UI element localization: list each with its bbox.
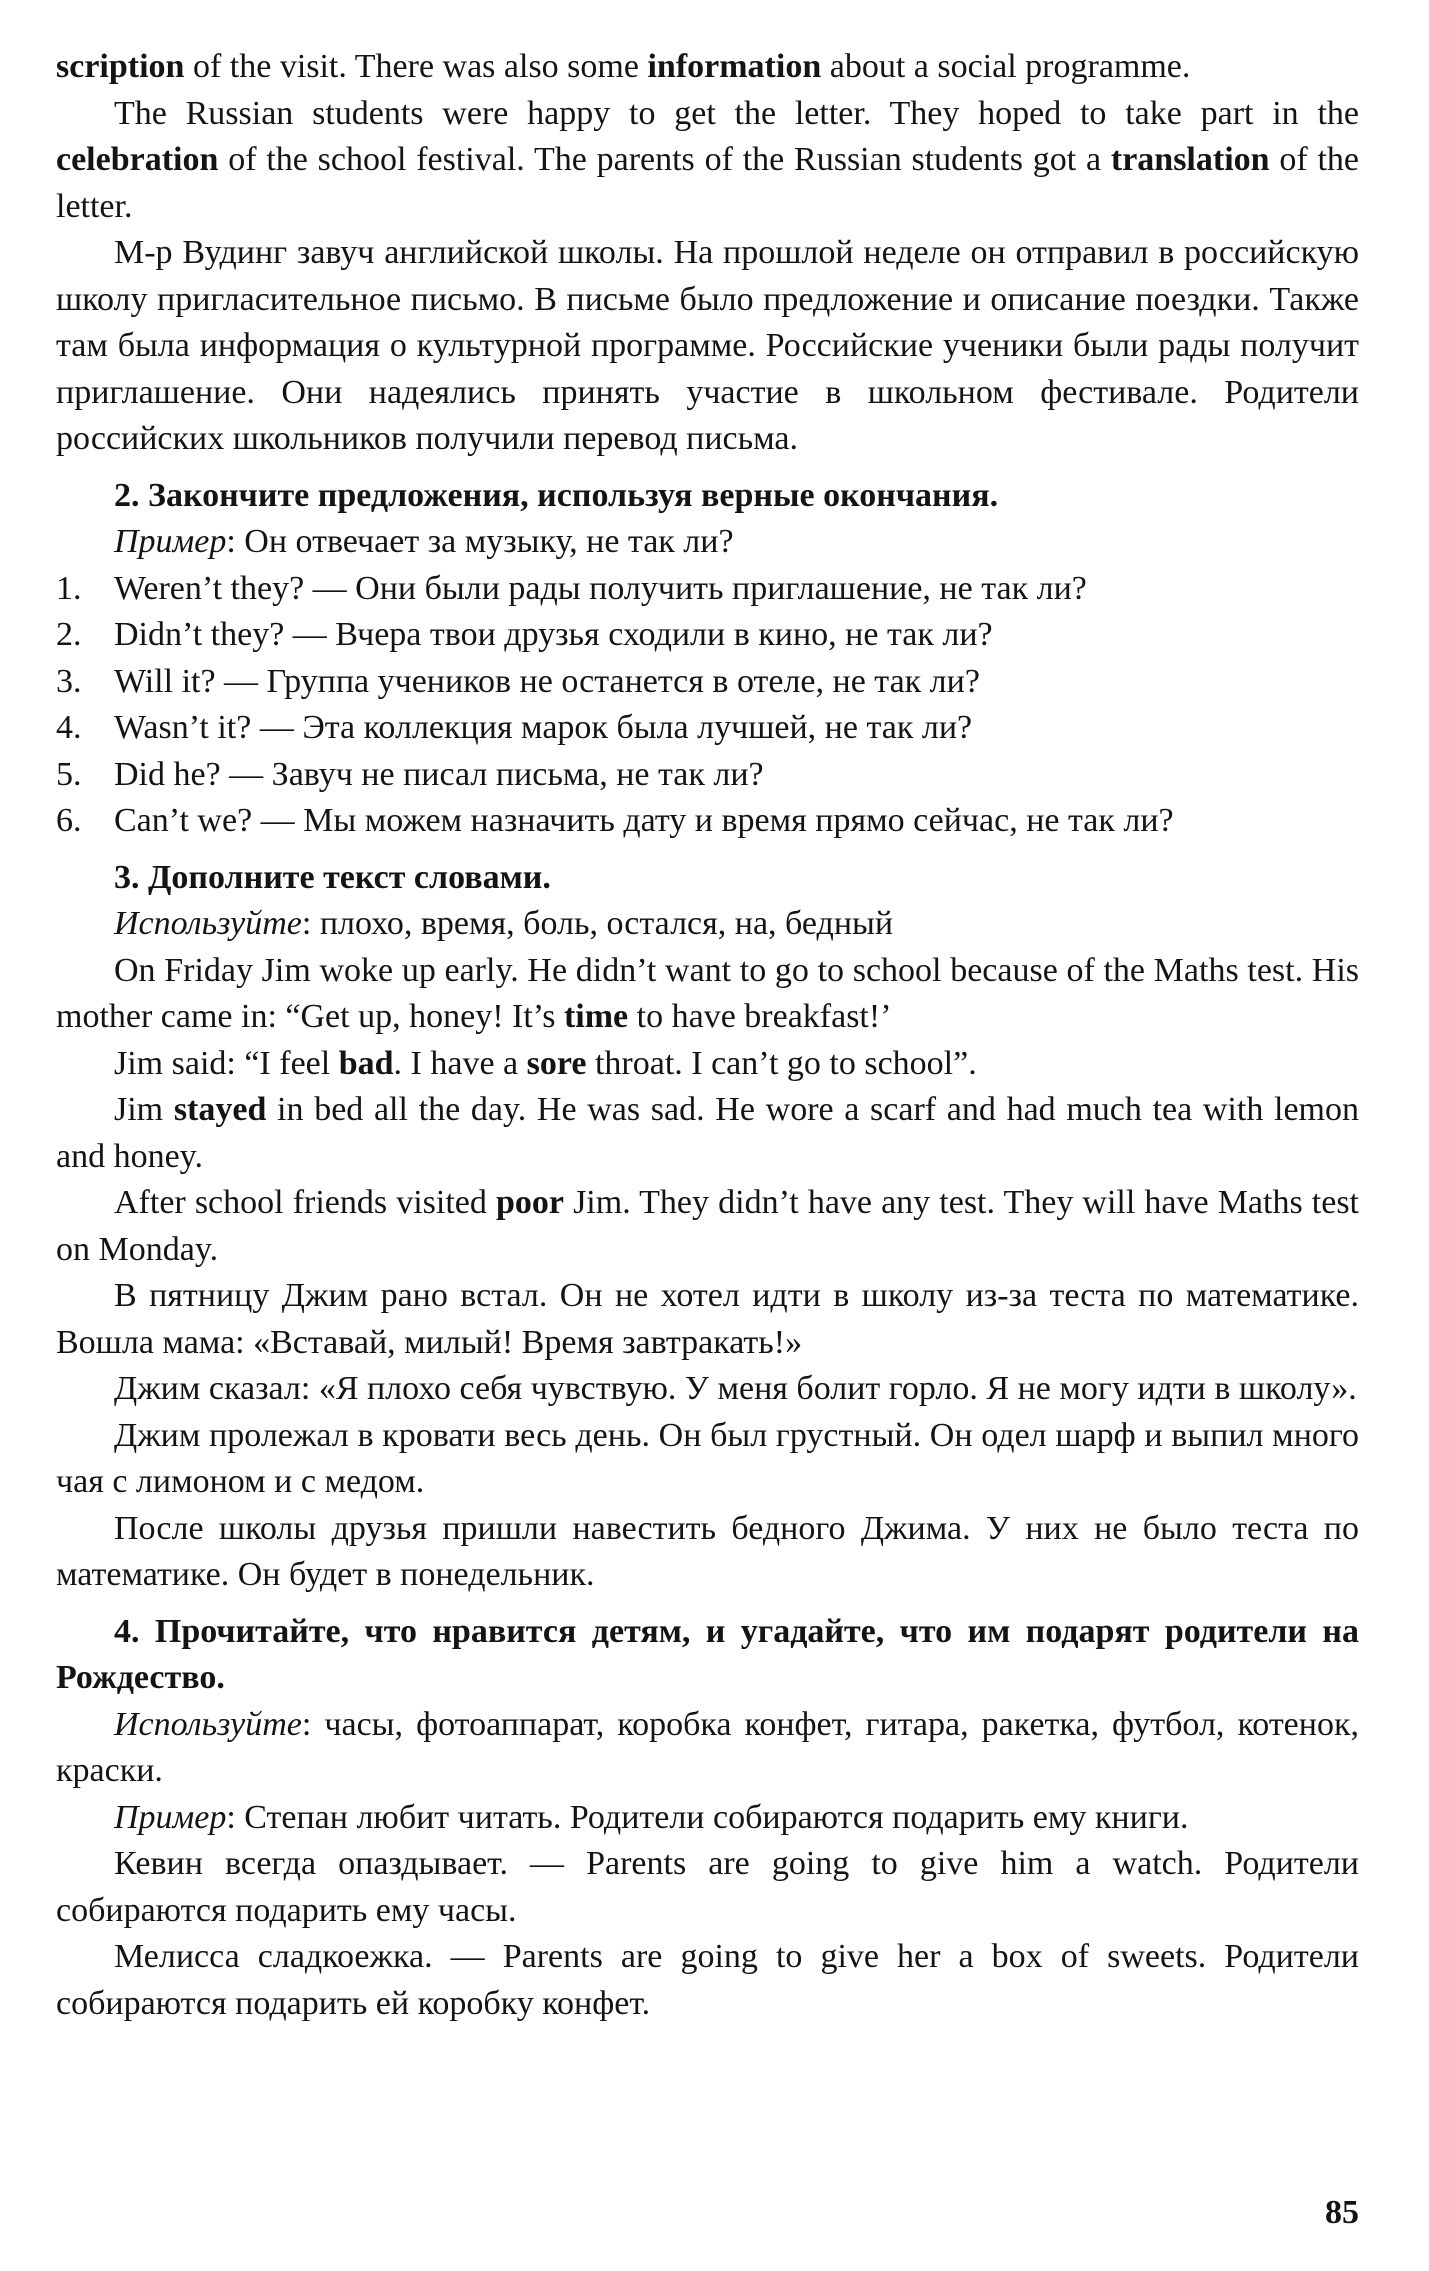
exercise-3-word-bank: Используйте: плохо, время, боль, остался, на, бедный: [114, 905, 894, 942]
exercise-4-answer-kevin: Кевин всегда опаздывает. — Parents are going to give him a watch. Родители собираются подарить ему часы.: [56, 1845, 1359, 1929]
exercise-2-heading: 2. Закончите предложения, используя верные окончания.: [114, 476, 999, 514]
list-item: 3. Will it? — Группа учеников не останется в отеле, не так ли?: [56, 662, 980, 700]
list-item: 1. Weren’t they? — Они были рады получить приглашение, не так ли?: [56, 569, 1087, 607]
intro-translation: М-р Вудинг завуч английской школы. На прошлой неделе он отправил в российскую школу пригласительное письмо. В письме было предложение и описание поездки. Также там была информация о культурной программе. Российские ученики были рады получит приглашение. Они надеялись принять участие в школьном фестивале. Родители российских школьников получили перевод письма.: [56, 234, 1359, 457]
exercise-3-ru-paragraph-1: В пятницу Джим рано встал. Он не хотел идти в школу из-за теста по математике. Вошла мама: «Вставай, милый! Время завтракать!»: [56, 1277, 1359, 1361]
exercise-4-answer-melissa: Мелисса сладкоежка. — Parents are going to give her a box of sweets. Родители собираются подарить ей коробку конфет.: [56, 1938, 1359, 2022]
exercise-3-ru-paragraph-2: Джим сказал: «Я плохо себя чувствую. У меня болит горло. Я не могу идти в школу».: [114, 1370, 1357, 1407]
exercise-3-en-paragraph-4: After school friends visited poor Jim. They didn’t have any test. They will have Maths test on Monday.: [56, 1184, 1360, 1268]
list-item: 2. Didn’t they? — Вчера твои друзья сходили в кино, не так ли?: [56, 616, 993, 653]
exercise-3-en-paragraph-2: Jim said: “I feel bad. I have a sore throat. I can’t go to school”.: [114, 1044, 977, 1082]
exercise-2-list: [56, 566, 1359, 845]
intro-paragraph-1: scription of the visit. There was also some information about a social programme.: [56, 48, 1191, 85]
intro-paragraph-2: The Russian students were happy to get the letter. They hoped to take part in the celebration of the school festival. The parents of the Russian students got a translation of the letter.: [56, 94, 1360, 225]
exercise-2-example: Пример: Он отвечает за музыку, не так ли?: [114, 523, 734, 560]
exercise-3-en-paragraph-3: Jim stayed in bed all the day. He was sad. He wore a scarf and had much tea with lemon and honey.: [56, 1091, 1359, 1175]
page-number: 85: [1325, 2194, 1359, 2231]
exercise-4-example: Пример: Степан любит читать. Родители собираются подарить ему книги.: [114, 1798, 1189, 1836]
list-item: 5. Did he? — Завуч не писал письма, не так ли?: [56, 755, 764, 793]
list-item: 4. Wasn’t it? — Эта коллекция марок была лучшей, не так ли?: [56, 709, 973, 746]
exercise-3-en-paragraph-1: On Friday Jim woke up early. He didn’t want to go to school because of the Maths test. His mother came in: “Get up, honey! It’s time to have breakfast!’: [56, 951, 1359, 1035]
exercise-3-heading: 3. Дополните текст словами.: [114, 858, 551, 896]
exercise-4-heading: 4. Прочитайте, что нравится детям, и угадайте, что им подарят родители на Рождество.: [56, 1612, 1359, 1696]
exercise-3-ru-paragraph-4: После школы друзья пришли навестить бедного Джима. У них не было теста по математике. Он будет в понедельник.: [56, 1509, 1359, 1593]
exercise-3-ru-paragraph-3: Джим пролежал в кровати весь день. Он был грустный. Он одел шарф и выпил много чая с лимоном и с медом.: [56, 1416, 1359, 1500]
exercise-4-word-bank: Используйте: часы, фотоаппарат, коробка конфет, гитара, ракетка, футбол, котенок, краски.: [56, 1705, 1359, 1789]
list-item: 6. Can’t we? — Мы можем назначить дату и время прямо сейчас, не так ли?: [56, 802, 1174, 839]
